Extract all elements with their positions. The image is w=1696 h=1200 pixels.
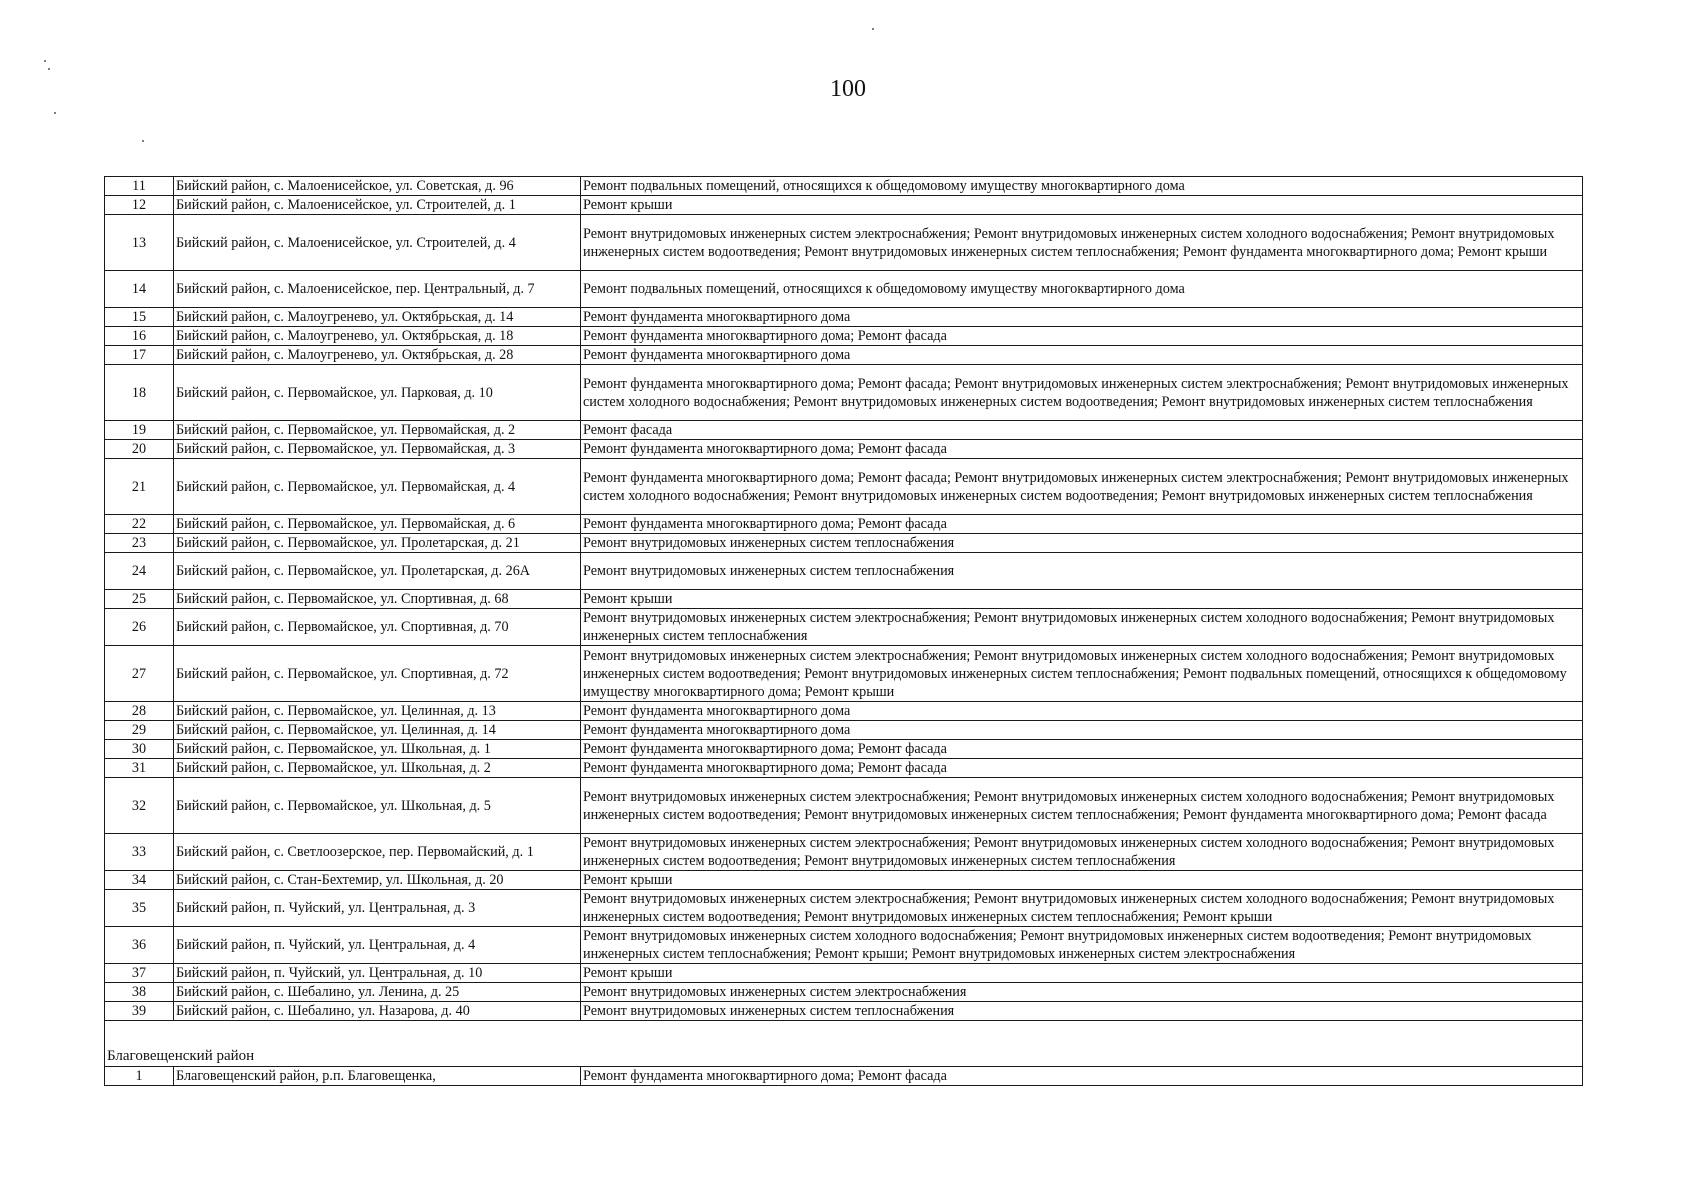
works-table-body (105, 177, 1583, 1021)
row-number-cell: 17 (105, 346, 174, 365)
row-number-cell: 35 (105, 890, 174, 927)
address-cell: Бийский район, с. Первомайское, ул. Спортивная, д. 72 (174, 646, 581, 702)
works-cell: Ремонт внутридомовых инженерных систем теплоснабжения (581, 534, 1583, 553)
row-number-cell: 32 (105, 778, 174, 834)
row-number-cell: 19 (105, 421, 174, 440)
works-cell: Ремонт внутридомовых инженерных систем электроснабжения; Ремонт внутридомовых инженерных систем холодного водоснабжения; Ремонт внутридомовых инженерных систем водоотведения; Ремонт внутридомовых инженерных систем теплоснабжения; Ремонт фундамента многоквартирного дома; Ремонт фасада (581, 778, 1583, 834)
address-cell: Бийский район, с. Малоугренево, ул. Октябрьская, д. 18 (174, 327, 581, 346)
works-cell: Ремонт внутридомовых инженерных систем электроснабжения; Ремонт внутридомовых инженерных систем холодного водоснабжения; Ремонт внутридомовых инженерных систем теплоснабжения (581, 609, 1583, 646)
address-cell: Бийский район, с. Первомайское, ул. Школьная, д. 1 (174, 740, 581, 759)
address-cell: Бийский район, п. Чуйский, ул. Центральная, д. 3 (174, 890, 581, 927)
table-row (105, 346, 1583, 365)
section-header-row (105, 1021, 1583, 1067)
row-number-cell: 24 (105, 553, 174, 590)
row-number-cell: 15 (105, 308, 174, 327)
address-cell: Бийский район, с. Первомайское, ул. Первомайская, д. 3 (174, 440, 581, 459)
address-cell: Бийский район, с. Первомайское, ул. Целинная, д. 13 (174, 702, 581, 721)
table-row (105, 1002, 1583, 1021)
table-row (105, 871, 1583, 890)
row-number-cell: 11 (105, 177, 174, 196)
scan-speck (54, 112, 56, 114)
works-cell: Ремонт фундамента многоквартирного дома; Ремонт фасада (581, 515, 1583, 534)
table-row (105, 215, 1583, 271)
section-table-body (105, 1067, 1583, 1086)
row-number-cell: 26 (105, 609, 174, 646)
address-cell: Бийский район, с. Малоенисейское, ул. Советская, д. 96 (174, 177, 581, 196)
row-number-cell: 12 (105, 196, 174, 215)
works-cell: Ремонт внутридомовых инженерных систем электроснабжения; Ремонт внутридомовых инженерных систем холодного водоснабжения; Ремонт внутридомовых инженерных систем водоотведения; Ремонт внутридомовых инженерных систем теплоснабжения (581, 834, 1583, 871)
works-cell: Ремонт подвальных помещений, относящихся к общедомовому имуществу многоквартирного дома (581, 177, 1583, 196)
address-cell: Бийский район, с. Малоугренево, ул. Октябрьская, д. 28 (174, 346, 581, 365)
table-row (105, 327, 1583, 346)
address-cell: Бийский район, п. Чуйский, ул. Центральная, д. 10 (174, 964, 581, 983)
address-cell: Бийский район, с. Первомайское, ул. Первомайская, д. 2 (174, 421, 581, 440)
works-cell: Ремонт фундамента многоквартирного дома (581, 346, 1583, 365)
row-number-cell: 13 (105, 215, 174, 271)
row-number-cell: 25 (105, 590, 174, 609)
works-cell: Ремонт крыши (581, 196, 1583, 215)
scan-speck (44, 60, 46, 62)
works-cell: Ремонт фундамента многоквартирного дома (581, 721, 1583, 740)
row-number-cell: 33 (105, 834, 174, 871)
works-cell: Ремонт внутридомовых инженерных систем электроснабжения (581, 983, 1583, 1002)
row-number-cell: 37 (105, 964, 174, 983)
table-row (105, 778, 1583, 834)
row-number-cell: 36 (105, 927, 174, 964)
table-row (105, 983, 1583, 1002)
address-cell: Бийский район, с. Первомайское, ул. Пролетарская, д. 21 (174, 534, 581, 553)
address-cell: Бийский район, с. Первомайское, ул. Спортивная, д. 70 (174, 609, 581, 646)
works-cell: Ремонт фундамента многоквартирного дома; Ремонт фасада (581, 1067, 1583, 1086)
works-cell: Ремонт фундамента многоквартирного дома; Ремонт фасада (581, 759, 1583, 778)
works-cell: Ремонт подвальных помещений, относящихся к общедомовому имуществу многоквартирного дома (581, 271, 1583, 308)
works-cell: Ремонт внутридомовых инженерных систем электроснабжения; Ремонт внутридомовых инженерных систем холодного водоснабжения; Ремонт внутридомовых инженерных систем водоотведения; Ремонт внутридомовых инженерных систем теплоснабжения; Ремонт крыши (581, 890, 1583, 927)
works-cell: Ремонт фундамента многоквартирного дома (581, 702, 1583, 721)
works-cell: Ремонт фундамента многоквартирного дома (581, 308, 1583, 327)
address-cell: Бийский район, с. Малоенисейское, ул. Строителей, д. 4 (174, 215, 581, 271)
works-cell: Ремонт внутридомовых инженерных систем теплоснабжения (581, 553, 1583, 590)
works-cell: Ремонт фундамента многоквартирного дома; Ремонт фасада; Ремонт внутридомовых инженерных систем электроснабжения; Ремонт внутридомовых инженерных систем холодного водоснабжения; Ремонт внутридомовых инженерных систем водоотведения; Ремонт внутридомовых инженерных систем теплоснабжения (581, 459, 1583, 515)
works-cell: Ремонт внутридомовых инженерных систем электроснабжения; Ремонт внутридомовых инженерных систем холодного водоснабжения; Ремонт внутридомовых инженерных систем водоотведения; Ремонт внутридомовых инженерных систем теплоснабжения; Ремонт фундамента многоквартирного дома; Ремонт крыши (581, 215, 1583, 271)
table-row (105, 759, 1583, 778)
works-table-container (104, 176, 1582, 1086)
works-cell: Ремонт внутридомовых инженерных систем электроснабжения; Ремонт внутридомовых инженерных систем холодного водоснабжения; Ремонт внутридомовых инженерных систем водоотведения; Ремонт внутридомовых инженерных систем теплоснабжения; Ремонт подвальных помещений, относящихся к общедомовому имуществу многоквартирного дома; Ремонт крыши (581, 646, 1583, 702)
row-number-cell: 30 (105, 740, 174, 759)
row-number-cell: 34 (105, 871, 174, 890)
row-number-cell: 1 (105, 1067, 174, 1086)
address-cell: Бийский район, с. Шебалино, ул. Назарова, д. 40 (174, 1002, 581, 1021)
row-number-cell: 39 (105, 1002, 174, 1021)
address-cell: Бийский район, с. Первомайское, ул. Школьная, д. 2 (174, 759, 581, 778)
row-number-cell: 31 (105, 759, 174, 778)
works-cell: Ремонт крыши (581, 871, 1583, 890)
table-row (105, 646, 1583, 702)
table-row (105, 609, 1583, 646)
table-row (105, 365, 1583, 421)
section-header-body (105, 1021, 1583, 1067)
address-cell: Благовещенский район, р.п. Благовещенка, (174, 1067, 581, 1086)
section-title: Благовещенский район (105, 1021, 1583, 1067)
works-table (104, 176, 1583, 1086)
table-row (105, 964, 1583, 983)
address-cell: Бийский район, с. Первомайское, ул. Спортивная, д. 68 (174, 590, 581, 609)
table-row (105, 890, 1583, 927)
row-number-cell: 20 (105, 440, 174, 459)
row-number-cell: 23 (105, 534, 174, 553)
table-row (105, 721, 1583, 740)
row-number-cell: 27 (105, 646, 174, 702)
table-row (105, 834, 1583, 871)
scan-speck (48, 68, 50, 70)
works-cell: Ремонт фундамента многоквартирного дома; Ремонт фасада (581, 440, 1583, 459)
address-cell: Бийский район, с. Первомайское, ул. Пролетарская, д. 26А (174, 553, 581, 590)
table-row (105, 515, 1583, 534)
address-cell: Бийский район, с. Первомайское, ул. Первомайская, д. 6 (174, 515, 581, 534)
address-cell: Бийский район, с. Малоугренево, ул. Октябрьская, д. 14 (174, 308, 581, 327)
table-row (105, 702, 1583, 721)
row-number-cell: 22 (105, 515, 174, 534)
table-row (105, 740, 1583, 759)
address-cell: Бийский район, с. Первомайское, ул. Парковая, д. 10 (174, 365, 581, 421)
address-cell: Бийский район, с. Светлоозерское, пер. Первомайский, д. 1 (174, 834, 581, 871)
works-cell: Ремонт фундамента многоквартирного дома; Ремонт фасада (581, 327, 1583, 346)
row-number-cell: 16 (105, 327, 174, 346)
row-number-cell: 38 (105, 983, 174, 1002)
row-number-cell: 14 (105, 271, 174, 308)
row-number-cell: 29 (105, 721, 174, 740)
table-row (105, 590, 1583, 609)
table-row (105, 459, 1583, 515)
row-number-cell: 18 (105, 365, 174, 421)
row-number-cell: 21 (105, 459, 174, 515)
table-row (105, 1067, 1583, 1086)
works-cell: Ремонт фундамента многоквартирного дома; Ремонт фасада; Ремонт внутридомовых инженерных систем электроснабжения; Ремонт внутридомовых инженерных систем холодного водоснабжения; Ремонт внутридомовых инженерных систем водоотведения; Ремонт внутридомовых инженерных систем теплоснабжения (581, 365, 1583, 421)
table-row (105, 927, 1583, 964)
scan-speck (142, 140, 144, 142)
works-cell: Ремонт крыши (581, 964, 1583, 983)
address-cell: Бийский район, с. Первомайское, ул. Первомайская, д. 4 (174, 459, 581, 515)
table-row (105, 177, 1583, 196)
page-number: 100 (830, 76, 866, 102)
table-row (105, 196, 1583, 215)
address-cell: Бийский район, с. Шебалино, ул. Ленина, д. 25 (174, 983, 581, 1002)
address-cell: Бийский район, с. Первомайское, ул. Школьная, д. 5 (174, 778, 581, 834)
table-row (105, 440, 1583, 459)
table-row (105, 308, 1583, 327)
address-cell: Бийский район, с. Малоенисейское, пер. Центральный, д. 7 (174, 271, 581, 308)
table-row (105, 271, 1583, 308)
address-cell: Бийский район, с. Стан-Бехтемир, ул. Школьная, д. 20 (174, 871, 581, 890)
address-cell: Бийский район, п. Чуйский, ул. Центральная, д. 4 (174, 927, 581, 964)
works-cell: Ремонт фундамента многоквартирного дома; Ремонт фасада (581, 740, 1583, 759)
table-row (105, 421, 1583, 440)
address-cell: Бийский район, с. Первомайское, ул. Целинная, д. 14 (174, 721, 581, 740)
scan-speck (872, 28, 874, 30)
row-number-cell: 28 (105, 702, 174, 721)
works-cell: Ремонт внутридомовых инженерных систем холодного водоснабжения; Ремонт внутридомовых инженерных систем водоотведения; Ремонт внутридомовых инженерных систем теплоснабжения; Ремонт крыши; Ремонт внутридомовых инженерных систем электроснабжения (581, 927, 1583, 964)
table-row (105, 553, 1583, 590)
table-row (105, 534, 1583, 553)
works-cell: Ремонт крыши (581, 590, 1583, 609)
works-cell: Ремонт внутридомовых инженерных систем теплоснабжения (581, 1002, 1583, 1021)
works-cell: Ремонт фасада (581, 421, 1583, 440)
address-cell: Бийский район, с. Малоенисейское, ул. Строителей, д. 1 (174, 196, 581, 215)
